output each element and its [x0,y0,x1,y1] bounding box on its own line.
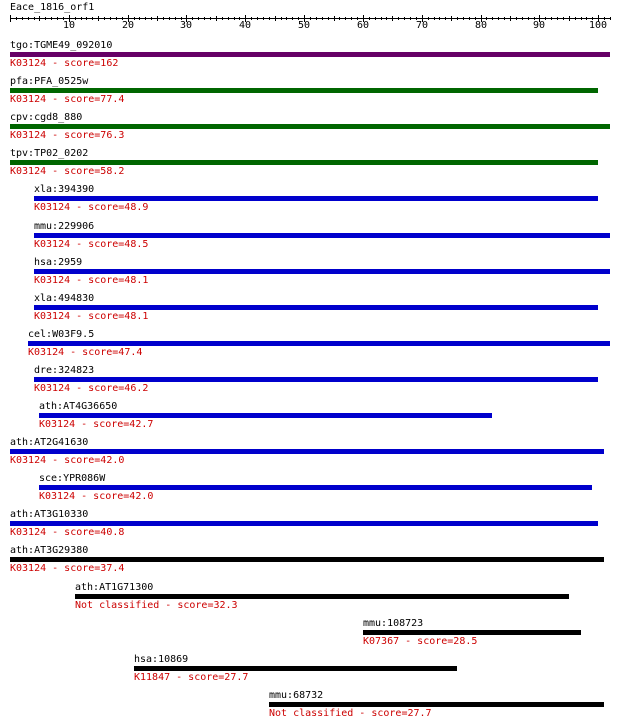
axis-tick [257,17,258,20]
axis-tick [98,16,99,21]
axis-tick [34,17,35,20]
axis-tick [139,17,140,20]
hit-score-label: K03124 - score=76.3 [10,130,125,141]
hit-score-label: K03124 - score=37.4 [10,563,125,574]
hit-score-label: K03124 - score=162 [10,58,119,69]
axis-tick [434,17,435,20]
axis-tick [104,17,105,20]
hit-alignment-bar[interactable] [34,233,610,238]
hit-gene-label[interactable]: xla:394390 [34,184,95,195]
hit-gene-label[interactable]: cpv:cgd8_880 [10,112,83,123]
hit-gene-label[interactable]: ath:AT1G71300 [75,582,154,593]
axis-tick [198,17,199,20]
axis-tick [339,17,340,20]
hit-gene-label[interactable]: ath:AT3G29380 [10,545,89,556]
hit-alignment-bar[interactable] [39,413,492,418]
axis-tick [292,17,293,20]
axis-tick [328,17,329,20]
axis-tick [569,16,570,21]
hit-gene-label[interactable]: dre:324823 [34,365,95,376]
axis-tick [269,17,270,20]
hit-alignment-bar[interactable] [34,196,598,201]
axis-tick [345,17,346,20]
axis-tick [16,17,17,20]
axis-tick [157,16,158,21]
axis-tick [286,17,287,20]
axis-tick [516,17,517,20]
axis-tick [528,17,529,20]
axis-tick [145,17,146,20]
axis-tick [57,17,58,20]
axis-tick [410,17,411,20]
hit-gene-label[interactable]: ath:AT4G36650 [39,401,118,412]
axis-tick [275,16,276,21]
hit-alignment-bar[interactable] [34,305,598,310]
axis-tick [457,17,458,20]
axis-tick [398,17,399,20]
axis-tick [439,17,440,20]
axis-tick [545,17,546,20]
hit-score-label: K03124 - score=42.0 [10,455,125,466]
axis-tick [334,16,335,21]
axis-tick [316,17,317,20]
axis-tick [169,17,170,20]
hit-score-label: K03124 - score=42.0 [39,491,154,502]
axis-tick [116,17,117,20]
hit-gene-label[interactable]: xla:494830 [34,293,95,304]
axis-tick [510,16,511,21]
axis-tick [216,16,217,21]
hit-alignment-bar[interactable] [34,377,598,382]
query-gene-title: Eace_1816_orf1 [10,2,95,13]
hit-score-label: Not classified - score=32.3 [75,600,238,611]
axis-tick [381,17,382,20]
hit-alignment-bar[interactable] [10,52,610,57]
axis-tick [175,17,176,20]
hit-alignment-bar[interactable] [75,594,569,599]
axis-tick [10,15,11,22]
axis-tick-label: 100 [588,20,608,31]
axis-tick [610,17,611,20]
hit-score-label: K03124 - score=77.4 [10,94,125,105]
axis-tick [504,17,505,20]
hit-alignment-bar[interactable] [10,449,604,454]
hit-score-label: K03124 - score=46.2 [34,383,149,394]
axis-tick [134,17,135,20]
axis-tick [86,17,87,20]
hit-gene-label[interactable]: mmu:229906 [34,221,95,232]
axis-tick [151,17,152,20]
axis-tick-label: 20 [121,20,135,31]
hit-alignment-bar[interactable] [39,485,592,490]
axis-tick [392,16,393,21]
hit-gene-label[interactable]: tgo:TGME49_092010 [10,40,113,51]
axis-tick-label: 60 [356,20,370,31]
axis-tick-label: 10 [62,20,76,31]
axis-tick [351,17,352,20]
hit-alignment-bar[interactable] [363,630,581,635]
hit-score-label: K03124 - score=58.2 [10,166,125,177]
axis-tick [551,17,552,20]
axis-tick-label: 30 [179,20,193,31]
axis-tick [463,17,464,20]
axis-tick [110,17,111,20]
hit-alignment-bar[interactable] [10,557,604,562]
axis-tick [575,17,576,20]
axis-tick [204,17,205,20]
axis-tick [222,17,223,20]
hit-score-label: K07367 - score=28.5 [363,636,478,647]
axis-tick [45,17,46,20]
hit-gene-label[interactable]: sce:YPR086W [39,473,106,484]
hit-alignment-bar[interactable] [10,124,610,129]
hit-gene-label[interactable]: hsa:2959 [34,257,83,268]
axis-tick [563,17,564,20]
axis-tick [75,17,76,20]
axis-tick [192,17,193,20]
axis-tick [428,17,429,20]
axis-tick [586,17,587,20]
axis-tick [498,17,499,20]
hit-score-label: K11847 - score=27.7 [134,672,249,683]
hit-score-label: K03124 - score=42.7 [39,419,154,430]
hit-score-label: K03124 - score=40.8 [10,527,125,538]
axis-tick [251,17,252,20]
axis-tick [404,17,405,20]
hit-alignment-bar[interactable] [28,341,610,346]
axis-tick [322,17,323,20]
axis-tick [228,17,229,20]
axis-tick [445,17,446,20]
axis-tick [469,17,470,20]
axis-tick [522,17,523,20]
hit-gene-label[interactable]: pfa:PFA_0525w [10,76,89,87]
axis-tick [375,17,376,20]
axis-tick [386,17,387,20]
hit-gene-label[interactable]: cel:W03F9.5 [28,329,95,340]
hit-gene-label[interactable]: tpv:TP02_0202 [10,148,89,159]
axis-tick-label: 90 [532,20,546,31]
axis-tick [369,17,370,20]
axis-tick [557,17,558,20]
hit-score-label: K03124 - score=47.4 [28,347,143,358]
hit-gene-label[interactable]: hsa:10869 [134,654,189,665]
axis-tick [163,17,164,20]
hit-gene-label[interactable]: mmu:108723 [363,618,424,629]
axis-tick [581,17,582,20]
axis-tick [492,17,493,20]
hit-score-label: K03124 - score=48.1 [34,275,149,286]
hit-alignment-bar[interactable] [10,160,598,165]
axis-tick [39,16,40,21]
hit-gene-label[interactable]: ath:AT3G10330 [10,509,89,520]
axis-tick [234,17,235,20]
axis-tick [28,17,29,20]
axis-tick-label: 40 [238,20,252,31]
hit-score-label: K03124 - score=48.9 [34,202,149,213]
axis-tick-label: 80 [474,20,488,31]
axis-tick [451,16,452,21]
hit-score-label: Not classified - score=27.7 [269,708,432,719]
hit-alignment-bar[interactable] [269,702,604,707]
axis-tick [310,17,311,20]
axis-tick [92,17,93,20]
hit-alignment-bar[interactable] [10,521,598,526]
hit-score-label: K03124 - score=48.1 [34,311,149,322]
axis-tick-label: 70 [415,20,429,31]
hit-gene-label[interactable]: ath:AT2G41630 [10,437,89,448]
axis-tick [210,17,211,20]
hit-alignment-bar[interactable] [10,88,598,93]
axis-tick-label: 50 [297,20,311,31]
axis-tick [51,17,52,20]
axis-tick [263,17,264,20]
axis-tick [22,17,23,20]
axis-tick [281,17,282,20]
hit-alignment-bar[interactable] [134,666,457,671]
hit-score-label: K03124 - score=48.5 [34,239,149,250]
hit-alignment-bar[interactable] [34,269,610,274]
axis-tick [81,17,82,20]
hit-gene-label[interactable]: mmu:68732 [269,690,324,701]
